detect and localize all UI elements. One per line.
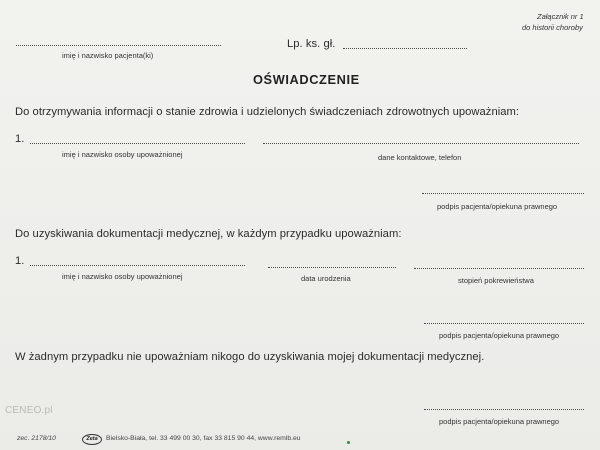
green-dot-mark [347, 441, 350, 444]
section2-birthdate-field[interactable] [268, 267, 396, 268]
section2-relation-field[interactable] [414, 268, 584, 269]
section2-name-field[interactable] [30, 265, 245, 266]
footer-info: Bielsko-Biała, tel. 33 499 00 30, fax 33 815 90 44, www.remlb.eu [106, 435, 301, 442]
watermark: CENEO.pl [5, 405, 53, 416]
section3-signature-field[interactable] [424, 409, 584, 410]
patient-name-field[interactable] [16, 45, 221, 46]
patient-name-caption: imię i nazwisko pacjenta(ki) [62, 51, 154, 60]
section1-contact-caption: dane kontaktowe, telefon [378, 153, 462, 162]
annex-label: Załącznik nr 1 [537, 12, 584, 21]
annex-subtitle: do historii choroby [522, 23, 583, 32]
section2-name-caption: imię i nazwisko osoby upoważnionej [62, 272, 183, 281]
footer-code: zec. 2178/10 [17, 435, 56, 442]
section2-birthdate-caption: data urodzenia [301, 274, 351, 283]
section1-contact-field[interactable] [263, 143, 579, 144]
section2-signature-caption: podpis pacjenta/opiekuna prawnego [439, 331, 560, 340]
lp-label: Lp. ks. gł. [287, 38, 336, 50]
lp-number-field[interactable] [343, 48, 467, 49]
section2-relation-caption: stopień pokrewieństwa [458, 276, 534, 285]
section1-name-field[interactable] [30, 143, 245, 144]
section1-name-caption: imię i nazwisko osoby upoważnionej [62, 150, 183, 159]
section2-signature-field[interactable] [424, 323, 584, 324]
section3-text: W żadnym przypadku nie upoważniam nikogo do uzyskiwania mojej dokumentacji medycznej. [15, 351, 485, 363]
section2-number: 1. [15, 255, 25, 267]
section3-signature-caption: podpis pacjenta/opiekuna prawnego [439, 417, 560, 426]
section1-number: 1. [15, 133, 25, 145]
publisher-logo: Zeta [82, 434, 102, 445]
section1-text: Do otrzymywania informacji o stanie zdrowia i udzielonych świadczeniach zdrowotnych upoważniam: [15, 106, 520, 118]
document-title: OŚWIADCZENIE [253, 72, 360, 87]
section2-text: Do uzyskiwania dokumentacji medycznej, w każdym przypadku upoważniam: [15, 228, 402, 240]
section1-signature-caption: podpis pacjenta/opiekuna prawnego [437, 202, 558, 211]
section1-signature-field[interactable] [422, 193, 584, 194]
